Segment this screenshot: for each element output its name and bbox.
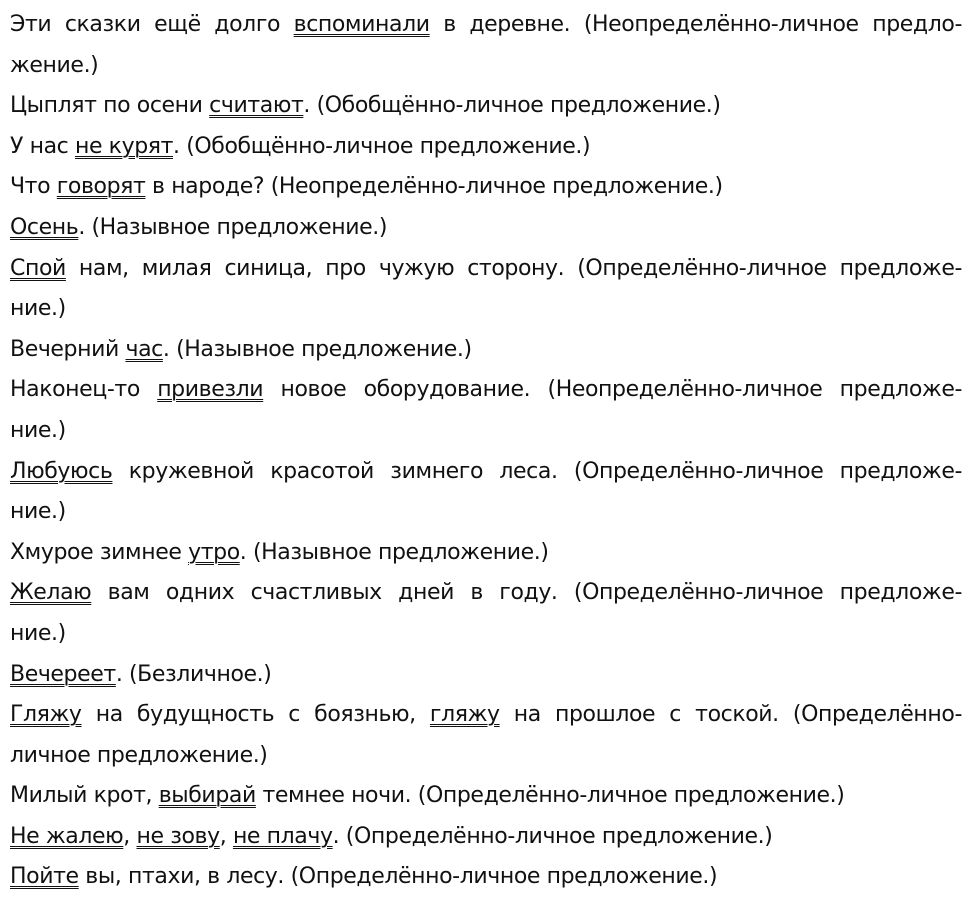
predicate-word: Спой bbox=[10, 255, 66, 281]
text-line bbox=[10, 330, 962, 371]
text-fragment: Вечерний bbox=[10, 336, 126, 362]
text-line bbox=[10, 776, 962, 817]
text-fragment: . (Обобщённо-личное предложение.) bbox=[173, 133, 591, 159]
text-fragment: вам одних счастливых дней в году. (Определённо-личное предложе- bbox=[91, 580, 962, 606]
text-fragment: . (Назывное предложение.) bbox=[78, 214, 388, 240]
text-fragment: , bbox=[219, 823, 233, 849]
text-line bbox=[10, 289, 962, 330]
predicate-word: считают bbox=[209, 93, 304, 119]
text-fragment: темнее ночи. (Определённо-личное предложение.) bbox=[255, 783, 845, 809]
text-line bbox=[10, 5, 962, 46]
predicate-word: утро bbox=[188, 539, 240, 565]
text-fragment: . (Безличное.) bbox=[115, 661, 272, 687]
text-fragment: Что bbox=[10, 174, 57, 200]
text-fragment: в народе? (Неопределённо-личное предложение.) bbox=[145, 174, 723, 200]
predicate-word: Осень bbox=[10, 214, 79, 240]
text-fragment: вы, птахи, в лесу. (Определённо-личное предложение.) bbox=[78, 864, 718, 890]
text-fragment: У нас bbox=[10, 133, 75, 159]
text-line bbox=[10, 655, 962, 696]
text-fragment: Хмурое зимнее bbox=[10, 539, 189, 565]
text-fragment: жение.) bbox=[10, 52, 99, 78]
predicate-word: не плачу bbox=[232, 823, 333, 849]
predicate-word: гляжу bbox=[429, 702, 500, 728]
predicate-word: Пойте bbox=[10, 864, 79, 890]
predicate-word: Гляжу bbox=[10, 702, 82, 728]
text-line bbox=[10, 208, 962, 249]
text-line bbox=[10, 614, 962, 655]
predicate-word: час bbox=[125, 336, 163, 362]
text-fragment: Цыплят по осени bbox=[10, 93, 210, 119]
text-fragment: . (Назывное предложение.) bbox=[239, 539, 549, 565]
text-fragment: на прошлое с тоской. (Определённо- bbox=[499, 702, 962, 728]
predicate-word: Желаю bbox=[10, 580, 92, 606]
text-line bbox=[10, 46, 962, 87]
text-line bbox=[10, 452, 962, 493]
text-line bbox=[10, 533, 962, 574]
text-fragment: . (Обобщённо-личное предложение.) bbox=[303, 93, 721, 119]
text-line bbox=[10, 249, 962, 290]
text-fragment: ние.) bbox=[10, 620, 66, 646]
text-fragment: новое оборудование. (Неопределённо-личное предложе- bbox=[263, 377, 962, 403]
text-fragment: Эти сказки ещё долго bbox=[10, 12, 294, 37]
predicate-word: Любуюсь bbox=[10, 458, 113, 484]
text-line bbox=[10, 411, 962, 452]
text-fragment: ние.) bbox=[10, 417, 66, 443]
predicate-word: говорят bbox=[56, 174, 146, 200]
text-fragment: нам, милая синица, про чужую сторону. (Определённо-личное предложе- bbox=[65, 255, 962, 281]
text-fragment: ние.) bbox=[10, 296, 66, 322]
predicate-word: привезли bbox=[157, 377, 264, 403]
text-fragment: ние.) bbox=[10, 499, 66, 525]
text-fragment: , bbox=[123, 823, 137, 849]
text-line bbox=[10, 167, 962, 208]
text-line bbox=[10, 573, 962, 614]
text-line bbox=[10, 736, 962, 777]
text-fragment: кружевной красотой зимнего леса. (Определённо-личное предложе- bbox=[112, 458, 962, 484]
text-line bbox=[10, 86, 962, 127]
predicate-word: Вечереет bbox=[10, 661, 116, 687]
text-line bbox=[10, 370, 962, 411]
text-fragment: личное предложение.) bbox=[10, 742, 268, 768]
text-fragment: Наконец-то bbox=[10, 377, 158, 403]
text-line bbox=[10, 857, 962, 898]
text-line bbox=[10, 492, 962, 533]
text-fragment: . (Назывное предложение.) bbox=[162, 336, 472, 362]
text-fragment: Милый крот, bbox=[10, 783, 159, 809]
text-fragment: на будущность с боязнью, bbox=[81, 702, 430, 728]
text-fragment: в деревне. (Неопределённо-личное предло- bbox=[429, 12, 962, 37]
predicate-word: вспоминали bbox=[293, 12, 430, 37]
predicate-word: выбирай bbox=[158, 783, 256, 809]
predicate-word: не курят bbox=[74, 133, 174, 159]
text-line bbox=[10, 817, 962, 858]
predicate-word: не зову bbox=[136, 823, 220, 849]
text-line bbox=[10, 695, 962, 736]
predicate-word: Не жалею bbox=[10, 823, 124, 849]
text-line bbox=[10, 127, 962, 168]
text-fragment: . (Определённо-личное предложение.) bbox=[332, 823, 773, 849]
